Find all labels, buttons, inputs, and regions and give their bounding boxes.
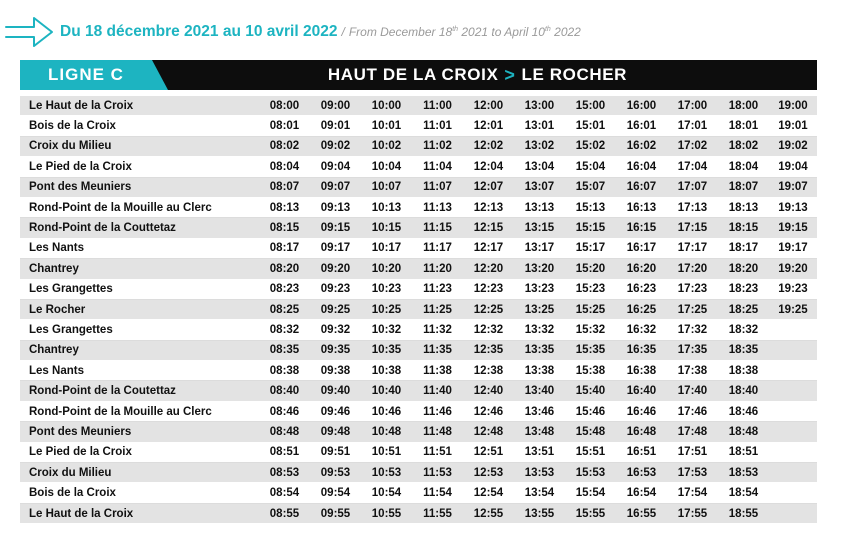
departure-time: 15:01 xyxy=(565,116,616,136)
departure-time: 16:07 xyxy=(616,177,667,197)
departure-time: 08:17 xyxy=(259,238,310,258)
table-row xyxy=(20,279,817,299)
departure-time: 10:53 xyxy=(361,463,412,483)
departure-time: 16:54 xyxy=(616,483,667,503)
departure-time: 09:15 xyxy=(310,218,361,238)
line-badge xyxy=(20,60,168,90)
departure-time: 11:51 xyxy=(412,442,463,462)
departure-time: 17:54 xyxy=(667,483,718,503)
departure-time: 11:15 xyxy=(412,218,463,238)
departure-time: 09:46 xyxy=(310,401,361,421)
departure-time: 15:38 xyxy=(565,361,616,381)
stop-name: Le Rocher xyxy=(20,299,259,319)
departure-time: 11:23 xyxy=(412,279,463,299)
departure-time: 08:46 xyxy=(259,401,310,421)
departure-time: 12:38 xyxy=(463,361,514,381)
departure-time: 13:55 xyxy=(514,503,565,523)
stop-name: Rond-Point de la Couttetaz xyxy=(20,218,259,238)
stop-name: Le Pied de la Croix xyxy=(20,442,259,462)
stop-name: Chantrey xyxy=(20,259,259,279)
departure-time: 17:38 xyxy=(667,361,718,381)
departure-time: 11:46 xyxy=(412,401,463,421)
departure-time: 19:01 xyxy=(769,116,817,136)
timetable xyxy=(20,96,817,524)
departure-time: 18:48 xyxy=(718,422,769,442)
departure-time: 09:53 xyxy=(310,463,361,483)
departure-time: 13:54 xyxy=(514,483,565,503)
period-french: Du 18 décembre 2021 au 10 avril 2022 xyxy=(60,23,338,40)
departure-time: 13:07 xyxy=(514,177,565,197)
departure-time xyxy=(769,483,817,503)
table-row xyxy=(20,157,817,177)
departure-time: 15:46 xyxy=(565,401,616,421)
departure-time: 12:01 xyxy=(463,116,514,136)
departure-time: 10:00 xyxy=(361,96,412,116)
stop-name: Croix du Milieu xyxy=(20,463,259,483)
departure-time: 12:04 xyxy=(463,157,514,177)
departure-time: 19:17 xyxy=(769,238,817,258)
departure-time: 08:38 xyxy=(259,361,310,381)
departure-time: 09:48 xyxy=(310,422,361,442)
departure-time: 12:51 xyxy=(463,442,514,462)
stop-name: Le Pied de la Croix xyxy=(20,157,259,177)
departure-time: 12:17 xyxy=(463,238,514,258)
departure-time: 16:23 xyxy=(616,279,667,299)
departure-time: 11:54 xyxy=(412,483,463,503)
departure-time: 09:35 xyxy=(310,340,361,360)
departure-time: 16:48 xyxy=(616,422,667,442)
departure-time: 08:23 xyxy=(259,279,310,299)
departure-time: 17:48 xyxy=(667,422,718,442)
departure-time: 08:53 xyxy=(259,463,310,483)
route-origin: HAUT DE LA CROIX xyxy=(327,65,499,84)
departure-time: 15:00 xyxy=(565,96,616,116)
departure-time: 10:07 xyxy=(361,177,412,197)
departure-time: 17:51 xyxy=(667,442,718,462)
stop-name: Bois de la Croix xyxy=(20,116,259,136)
departure-time: 11:01 xyxy=(412,116,463,136)
departure-time: 08:55 xyxy=(259,503,310,523)
departure-time: 11:07 xyxy=(412,177,463,197)
departure-time: 15:55 xyxy=(565,503,616,523)
departure-time: 16:20 xyxy=(616,259,667,279)
departure-time: 19:04 xyxy=(769,157,817,177)
departure-time: 18:04 xyxy=(718,157,769,177)
table-row xyxy=(20,177,817,197)
departure-time: 10:46 xyxy=(361,401,412,421)
departure-time: 17:55 xyxy=(667,503,718,523)
departure-time: 18:13 xyxy=(718,197,769,217)
departure-time: 18:00 xyxy=(718,96,769,116)
departure-time: 17:46 xyxy=(667,401,718,421)
departure-time: 15:35 xyxy=(565,340,616,360)
period-english-part: From December 18 xyxy=(348,25,453,39)
departure-time: 18:25 xyxy=(718,299,769,319)
table-row xyxy=(20,401,817,421)
departure-time: 15:48 xyxy=(565,422,616,442)
departure-time: 10:55 xyxy=(361,503,412,523)
departure-time: 16:15 xyxy=(616,218,667,238)
departure-time: 09:54 xyxy=(310,483,361,503)
table-row xyxy=(20,381,817,401)
departure-time: 18:07 xyxy=(718,177,769,197)
departure-time: 10:01 xyxy=(361,116,412,136)
departure-time: 17:00 xyxy=(667,96,718,116)
route-title xyxy=(168,65,817,86)
departure-time: 09:38 xyxy=(310,361,361,381)
table-row xyxy=(20,218,817,238)
departure-time: 17:01 xyxy=(667,116,718,136)
departure-time: 09:00 xyxy=(310,96,361,116)
departure-time: 13:51 xyxy=(514,442,565,462)
stop-name: Chantrey xyxy=(20,340,259,360)
departure-time: 16:17 xyxy=(616,238,667,258)
departure-time: 17:20 xyxy=(667,259,718,279)
departure-time: 09:07 xyxy=(310,177,361,197)
departure-time: 12:15 xyxy=(463,218,514,238)
departure-time: 11:20 xyxy=(412,259,463,279)
departure-time: 15:20 xyxy=(565,259,616,279)
departure-time xyxy=(769,442,817,462)
departure-time: 18:01 xyxy=(718,116,769,136)
departure-time: 13:04 xyxy=(514,157,565,177)
table-row xyxy=(20,483,817,503)
departure-time: 11:40 xyxy=(412,381,463,401)
table-row xyxy=(20,422,817,442)
departure-time: 18:02 xyxy=(718,136,769,156)
departure-time: 18:20 xyxy=(718,259,769,279)
departure-time: 13:46 xyxy=(514,401,565,421)
departure-time: 10:15 xyxy=(361,218,412,238)
departure-time: 08:35 xyxy=(259,340,310,360)
period-separator: / xyxy=(341,25,345,39)
departure-time: 15:25 xyxy=(565,299,616,319)
arrow-chevron-icon xyxy=(4,14,56,50)
table-row xyxy=(20,299,817,319)
departure-time: 15:23 xyxy=(565,279,616,299)
departure-time: 18:32 xyxy=(718,320,769,340)
departure-time: 17:07 xyxy=(667,177,718,197)
route-destination: LE ROCHER xyxy=(521,65,628,84)
stop-name: Croix du Milieu xyxy=(20,136,259,156)
departure-time xyxy=(769,503,817,523)
departure-time: 13:53 xyxy=(514,463,565,483)
departure-time: 08:13 xyxy=(259,197,310,217)
departure-time: 13:35 xyxy=(514,340,565,360)
departure-time: 17:35 xyxy=(667,340,718,360)
departure-time: 19:25 xyxy=(769,299,817,319)
departure-time: 17:15 xyxy=(667,218,718,238)
departure-time: 19:13 xyxy=(769,197,817,217)
departure-time xyxy=(769,401,817,421)
stop-name: Les Nants xyxy=(20,361,259,381)
departure-time xyxy=(769,381,817,401)
departure-time: 13:40 xyxy=(514,381,565,401)
departure-time: 10:02 xyxy=(361,136,412,156)
departure-time: 12:23 xyxy=(463,279,514,299)
table-row xyxy=(20,463,817,483)
departure-time: 10:23 xyxy=(361,279,412,299)
stop-name: Rond-Point de la Mouille au Clerc xyxy=(20,197,259,217)
departure-time: 16:35 xyxy=(616,340,667,360)
departure-time: 10:25 xyxy=(361,299,412,319)
departure-time: 12:55 xyxy=(463,503,514,523)
departure-time: 16:46 xyxy=(616,401,667,421)
departure-time: 09:17 xyxy=(310,238,361,258)
departure-time: 16:02 xyxy=(616,136,667,156)
departure-time: 10:35 xyxy=(361,340,412,360)
table-row xyxy=(20,259,817,279)
departure-time: 11:25 xyxy=(412,299,463,319)
period-english xyxy=(349,25,581,39)
departure-time: 16:40 xyxy=(616,381,667,401)
departure-time: 17:53 xyxy=(667,463,718,483)
departure-time: 18:23 xyxy=(718,279,769,299)
departure-time: 09:23 xyxy=(310,279,361,299)
departure-time: 19:23 xyxy=(769,279,817,299)
departure-time: 09:55 xyxy=(310,503,361,523)
departure-time: 08:15 xyxy=(259,218,310,238)
departure-time: 13:38 xyxy=(514,361,565,381)
departure-time: 08:20 xyxy=(259,259,310,279)
departure-time: 15:17 xyxy=(565,238,616,258)
departure-time: 17:25 xyxy=(667,299,718,319)
departure-time xyxy=(769,340,817,360)
table-row xyxy=(20,238,817,258)
stop-name: Rond-Point de la Mouille au Clerc xyxy=(20,401,259,421)
period-english-sup: th xyxy=(544,26,551,33)
departure-time: 19:07 xyxy=(769,177,817,197)
departure-time: 13:20 xyxy=(514,259,565,279)
departure-time: 08:01 xyxy=(259,116,310,136)
departure-time: 08:25 xyxy=(259,299,310,319)
departure-time: 16:00 xyxy=(616,96,667,116)
departure-time: 15:13 xyxy=(565,197,616,217)
departure-time: 13:13 xyxy=(514,197,565,217)
departure-time: 18:15 xyxy=(718,218,769,238)
departure-time: 12:53 xyxy=(463,463,514,483)
departure-time: 08:40 xyxy=(259,381,310,401)
departure-time: 18:54 xyxy=(718,483,769,503)
table-row xyxy=(20,197,817,217)
departure-time: 12:25 xyxy=(463,299,514,319)
departure-time: 19:20 xyxy=(769,259,817,279)
departure-time: 13:02 xyxy=(514,136,565,156)
stop-name: Pont des Meuniers xyxy=(20,177,259,197)
departure-time xyxy=(769,320,817,340)
table-row xyxy=(20,116,817,136)
departure-time: 15:54 xyxy=(565,483,616,503)
departure-time: 17:17 xyxy=(667,238,718,258)
period-english-sup: th xyxy=(452,26,459,33)
departure-time: 11:35 xyxy=(412,340,463,360)
departure-time: 08:54 xyxy=(259,483,310,503)
departure-time: 11:38 xyxy=(412,361,463,381)
departure-time: 19:00 xyxy=(769,96,817,116)
departure-time xyxy=(769,422,817,442)
table-row xyxy=(20,320,817,340)
departure-time: 17:23 xyxy=(667,279,718,299)
departure-time: 12:35 xyxy=(463,340,514,360)
departure-time: 12:40 xyxy=(463,381,514,401)
table-row xyxy=(20,136,817,156)
departure-time: 16:32 xyxy=(616,320,667,340)
departure-time: 09:51 xyxy=(310,442,361,462)
departure-time: 17:13 xyxy=(667,197,718,217)
departure-time: 12:02 xyxy=(463,136,514,156)
departure-time: 16:04 xyxy=(616,157,667,177)
stop-name: Rond-Point de la Coutettaz xyxy=(20,381,259,401)
table-row xyxy=(20,340,817,360)
departure-time: 13:25 xyxy=(514,299,565,319)
departure-time: 09:20 xyxy=(310,259,361,279)
departure-time: 12:32 xyxy=(463,320,514,340)
departure-time: 16:01 xyxy=(616,116,667,136)
departure-time: 12:00 xyxy=(463,96,514,116)
departure-time: 18:46 xyxy=(718,401,769,421)
departure-time: 13:32 xyxy=(514,320,565,340)
departure-time: 16:38 xyxy=(616,361,667,381)
departure-time: 08:32 xyxy=(259,320,310,340)
departure-time: 11:13 xyxy=(412,197,463,217)
departure-time: 13:01 xyxy=(514,116,565,136)
period-english-part: 2021 to April 10 xyxy=(458,25,545,39)
line-name: LIGNE C xyxy=(48,65,124,84)
departure-time: 19:15 xyxy=(769,218,817,238)
departure-time: 11:17 xyxy=(412,238,463,258)
departure-time: 09:01 xyxy=(310,116,361,136)
departure-time: 15:40 xyxy=(565,381,616,401)
departure-time: 12:07 xyxy=(463,177,514,197)
stop-name: Pont des Meuniers xyxy=(20,422,259,442)
departure-time: 15:07 xyxy=(565,177,616,197)
departure-time: 10:48 xyxy=(361,422,412,442)
departure-time: 17:32 xyxy=(667,320,718,340)
departure-time: 18:55 xyxy=(718,503,769,523)
route-header xyxy=(20,60,817,90)
table-row xyxy=(20,503,817,523)
departure-time: 10:13 xyxy=(361,197,412,217)
departure-time: 10:04 xyxy=(361,157,412,177)
table-row xyxy=(20,96,817,116)
departure-time xyxy=(769,463,817,483)
departure-time: 10:17 xyxy=(361,238,412,258)
departure-time: 17:02 xyxy=(667,136,718,156)
departure-time: 19:02 xyxy=(769,136,817,156)
departure-time: 09:40 xyxy=(310,381,361,401)
departure-time: 12:13 xyxy=(463,197,514,217)
departure-time: 13:15 xyxy=(514,218,565,238)
departure-time: 15:53 xyxy=(565,463,616,483)
departure-time: 15:51 xyxy=(565,442,616,462)
departure-time: 15:02 xyxy=(565,136,616,156)
departure-time: 08:02 xyxy=(259,136,310,156)
departure-time: 09:25 xyxy=(310,299,361,319)
departure-time: 08:04 xyxy=(259,157,310,177)
departure-time: 10:20 xyxy=(361,259,412,279)
departure-time: 18:38 xyxy=(718,361,769,381)
chevron-right-icon: > xyxy=(504,64,516,85)
departure-time: 11:00 xyxy=(412,96,463,116)
departure-time xyxy=(769,361,817,381)
departure-time: 09:02 xyxy=(310,136,361,156)
departure-time: 10:54 xyxy=(361,483,412,503)
departure-time: 15:04 xyxy=(565,157,616,177)
departure-time: 18:51 xyxy=(718,442,769,462)
table-row xyxy=(20,361,817,381)
departure-time: 12:46 xyxy=(463,401,514,421)
stop-name: Les Grangettes xyxy=(20,279,259,299)
departure-time: 09:32 xyxy=(310,320,361,340)
departure-time: 11:02 xyxy=(412,136,463,156)
departure-time: 11:04 xyxy=(412,157,463,177)
departure-time: 13:23 xyxy=(514,279,565,299)
departure-time: 16:55 xyxy=(616,503,667,523)
departure-time: 13:48 xyxy=(514,422,565,442)
departure-time: 11:48 xyxy=(412,422,463,442)
departure-time: 15:15 xyxy=(565,218,616,238)
departure-time: 15:32 xyxy=(565,320,616,340)
period-english-part: 2022 xyxy=(550,25,581,39)
stop-name: Bois de la Croix xyxy=(20,483,259,503)
departure-time: 12:54 xyxy=(463,483,514,503)
departure-time: 08:00 xyxy=(259,96,310,116)
departure-time: 13:00 xyxy=(514,96,565,116)
departure-time: 11:32 xyxy=(412,320,463,340)
departure-time: 12:20 xyxy=(463,259,514,279)
departure-time: 16:25 xyxy=(616,299,667,319)
departure-time: 16:13 xyxy=(616,197,667,217)
departure-time: 08:51 xyxy=(259,442,310,462)
validity-period xyxy=(4,14,581,50)
departure-time: 13:17 xyxy=(514,238,565,258)
stop-name: Le Haut de la Croix xyxy=(20,503,259,523)
departure-time: 11:55 xyxy=(412,503,463,523)
stop-name: Les Nants xyxy=(20,238,259,258)
departure-time: 08:07 xyxy=(259,177,310,197)
departure-time: 18:53 xyxy=(718,463,769,483)
departure-time: 17:04 xyxy=(667,157,718,177)
departure-time: 10:32 xyxy=(361,320,412,340)
stop-name: Le Haut de la Croix xyxy=(20,96,259,116)
departure-time: 10:51 xyxy=(361,442,412,462)
departure-time: 18:35 xyxy=(718,340,769,360)
departure-time: 09:13 xyxy=(310,197,361,217)
departure-time: 18:40 xyxy=(718,381,769,401)
table-row xyxy=(20,442,817,462)
departure-time: 10:40 xyxy=(361,381,412,401)
departure-time: 10:38 xyxy=(361,361,412,381)
departure-time: 08:48 xyxy=(259,422,310,442)
departure-time: 12:48 xyxy=(463,422,514,442)
departure-time: 11:53 xyxy=(412,463,463,483)
departure-time: 09:04 xyxy=(310,157,361,177)
departure-time: 16:53 xyxy=(616,463,667,483)
departure-time: 17:40 xyxy=(667,381,718,401)
stop-name: Les Grangettes xyxy=(20,320,259,340)
timetable-body xyxy=(20,96,817,524)
departure-time: 16:51 xyxy=(616,442,667,462)
departure-time: 18:17 xyxy=(718,238,769,258)
